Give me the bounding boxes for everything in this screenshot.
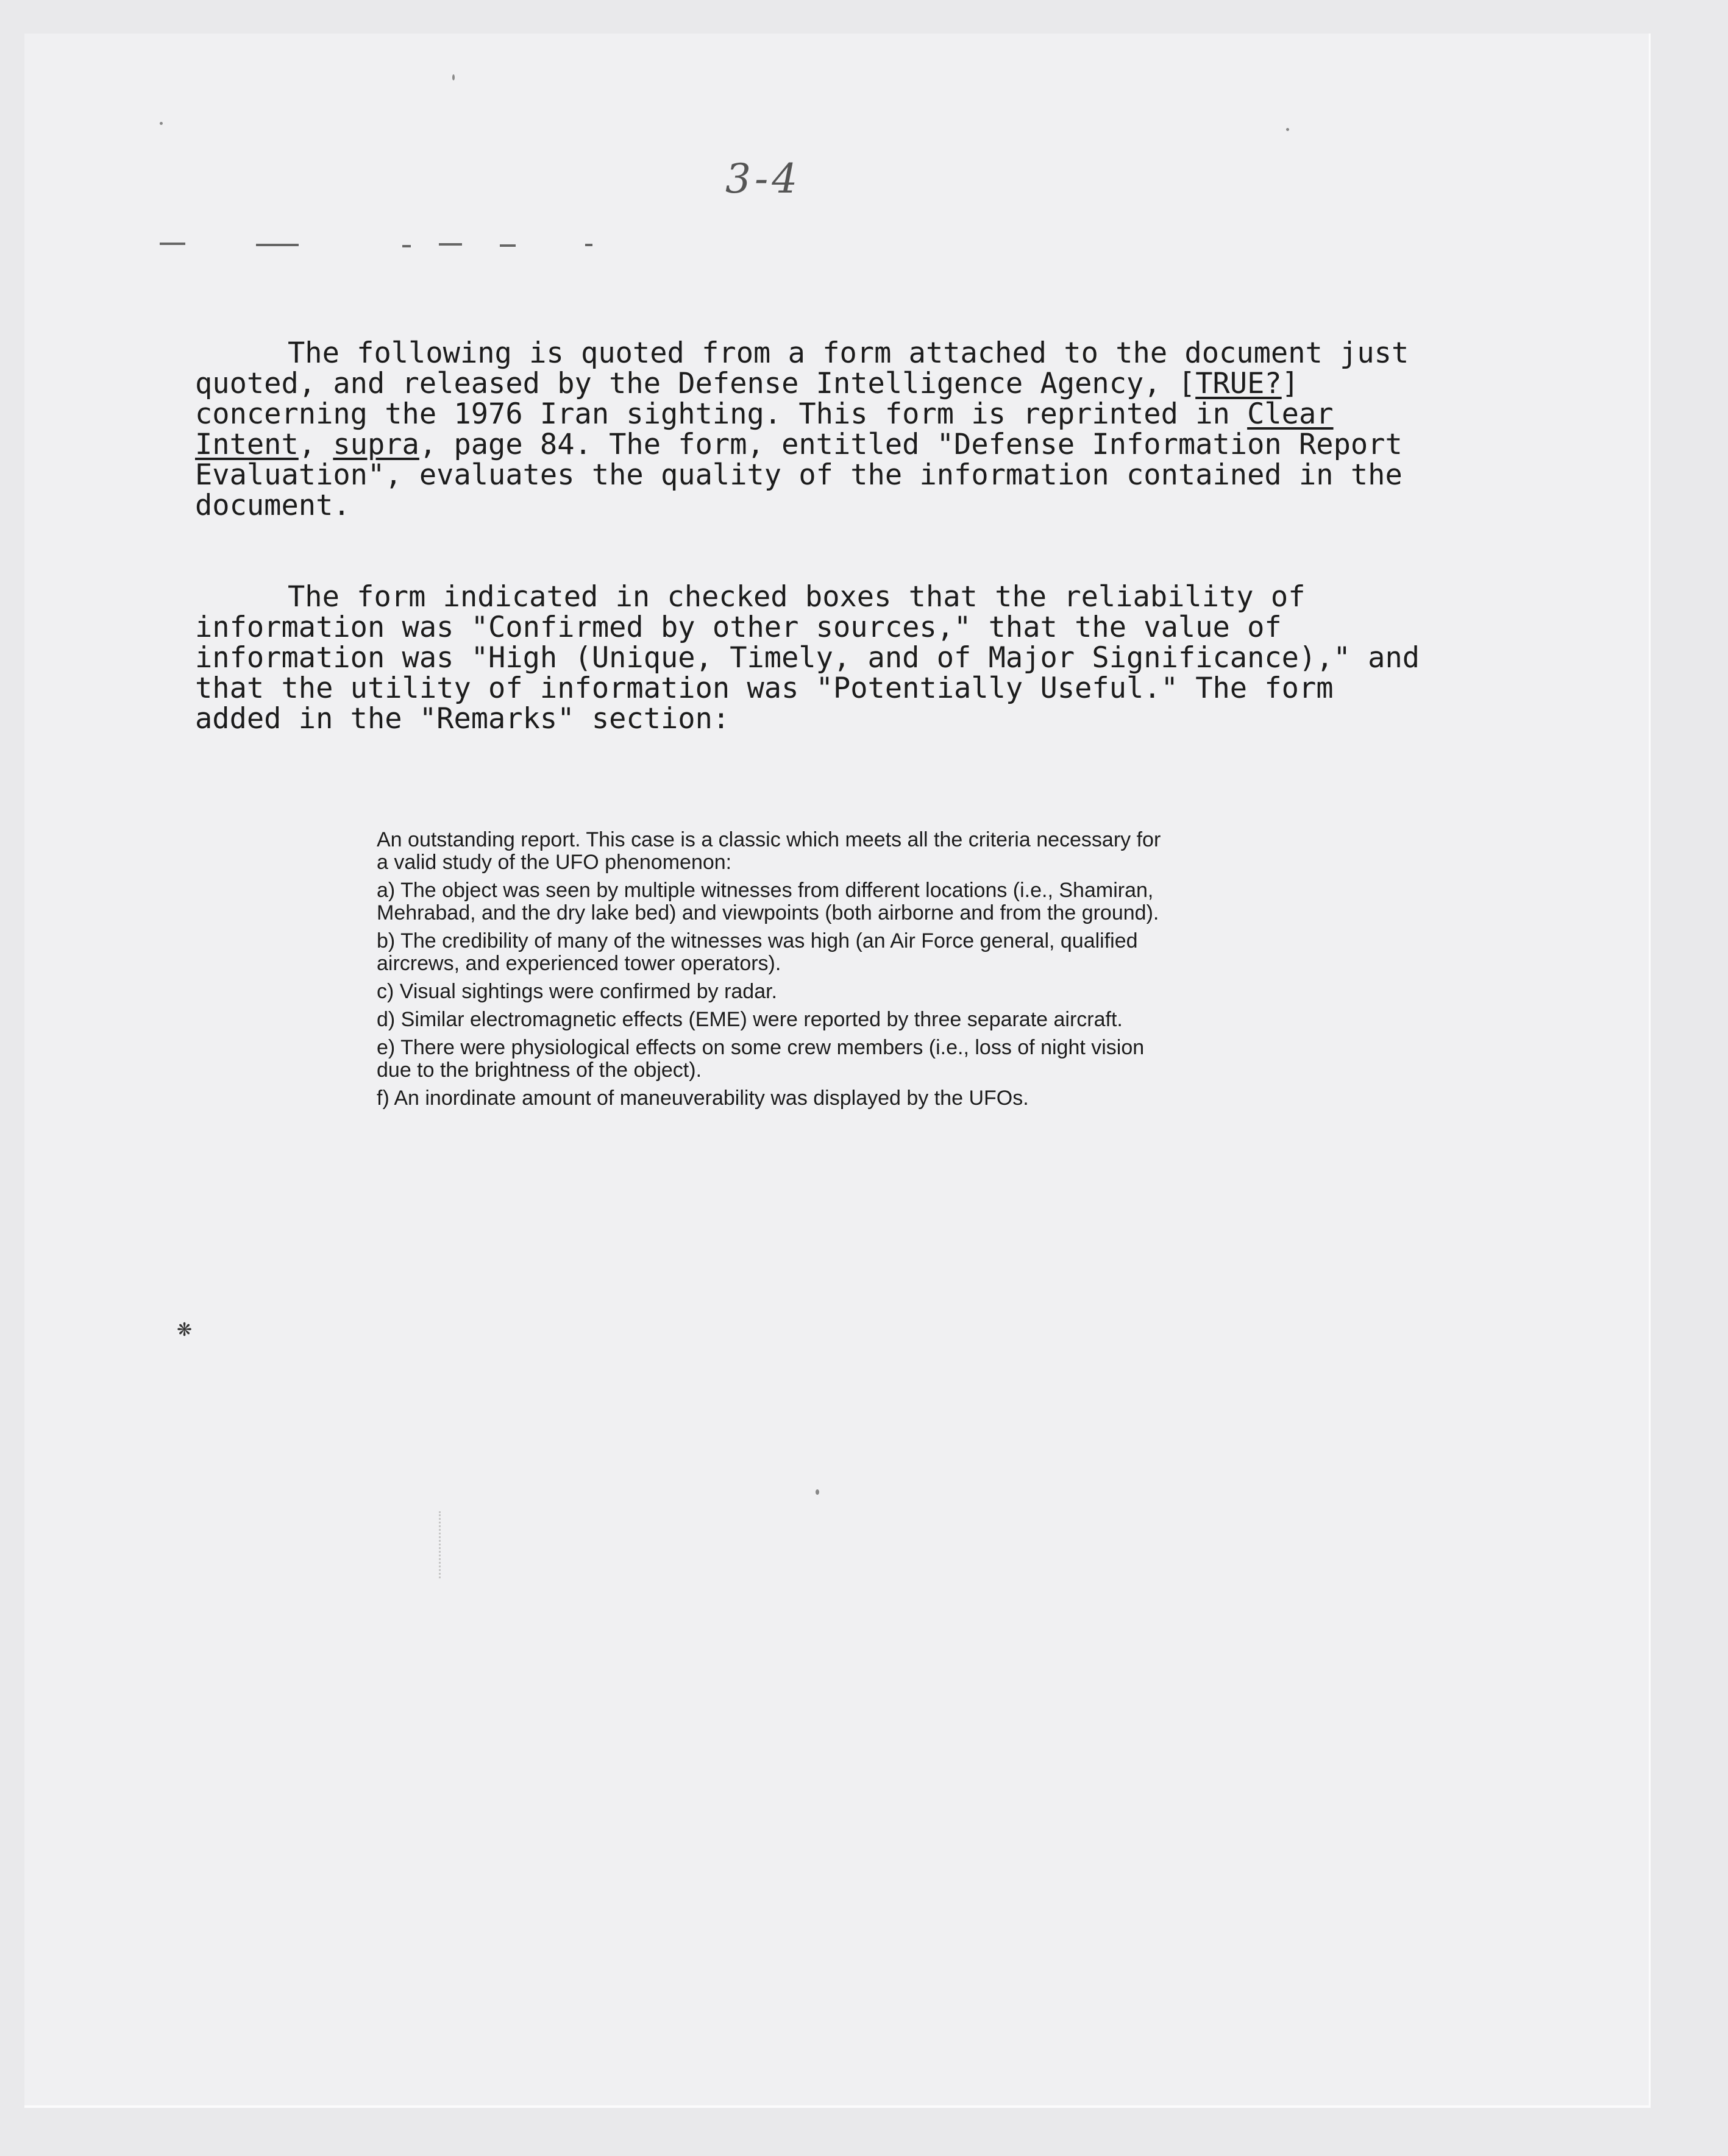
remarks-item-e: e) There were physiological effects on some crew members (i.e., loss of night vision due to the brightness of the object).: [377, 1036, 1145, 1082]
remarks-item-a: a) The object was seen by multiple witnesses from different locations (i.e., Shamiran, Mehrabad, and the dry lake bed) and viewpoints (both airborne and from the ground).: [377, 879, 1159, 924]
citation-comma: ,: [298, 428, 333, 461]
paragraph-2: The form indicated in checked boxes that the reliability of information was "Confirmed by other sources," that the value of information was "High (Unique, Timely, and of Major Significance)," and that the utility of information was "Potentially Useful." The form added in the "Remarks" section:: [195, 580, 1420, 736]
paragraph-1-lead: The following is quoted from a form attached to the document just quoted, and released by the Defense Intelligence Agency,: [195, 336, 1409, 400]
scan-artifact-dash: [439, 243, 462, 246]
scan-artifact-dots: [439, 1511, 449, 1578]
paragraph-1-mid: concerning the 1976 Iran sighting. This form is reprinted in: [195, 397, 1248, 431]
scan-artifact-dash: [160, 243, 185, 245]
scan-artifact-speck: [452, 74, 455, 80]
scan-artifact-dash: [256, 244, 299, 246]
remarks-item-c: c) Visual sightings were confirmed by radar.: [377, 980, 778, 1003]
scan-artifact-dash: [585, 244, 592, 246]
paragraph-1: [195, 338, 1426, 521]
scan-artifact-dash: [500, 244, 516, 247]
citation-supra: supra: [333, 428, 419, 461]
scan-artifact-dash: [402, 245, 411, 247]
remarks-item-f: f) An inordinate amount of maneuverability was displayed by the UFOs.: [377, 1087, 1029, 1110]
citation-title: Clear Intent: [195, 397, 1334, 461]
bracket-open: [: [1178, 367, 1196, 400]
remarks-item-b: b) The credibility of many of the witnesses was high (an Air Force general, qualified aircrews, and experienced tower operators).: [377, 929, 1138, 975]
scan-artifact-speck: [160, 122, 163, 125]
bracket-word: TRUE?: [1195, 367, 1282, 400]
stray-mark-icon: ❋: [177, 1319, 193, 1341]
page-number: 3-4: [725, 155, 802, 202]
scan-artifact-speck: [1286, 128, 1289, 131]
scan-artifact-speck: [816, 1489, 819, 1495]
remarks-item-d: d) Similar electromagnetic effects (EME) were reported by three separate aircraft.: [377, 1008, 1123, 1031]
bracket-close: ]: [1281, 367, 1299, 400]
remarks-intro: An outstanding report. This case is a classic which meets all the criteria necessary for a valid study of the UFO phenomenon:: [377, 828, 1161, 874]
remarks-quote: [377, 829, 1163, 1115]
paragraph-1-tail: , page 84. The form, entitled "Defense Information Report Evaluation", evaluates the quality of the information contained in the document.: [195, 428, 1403, 522]
